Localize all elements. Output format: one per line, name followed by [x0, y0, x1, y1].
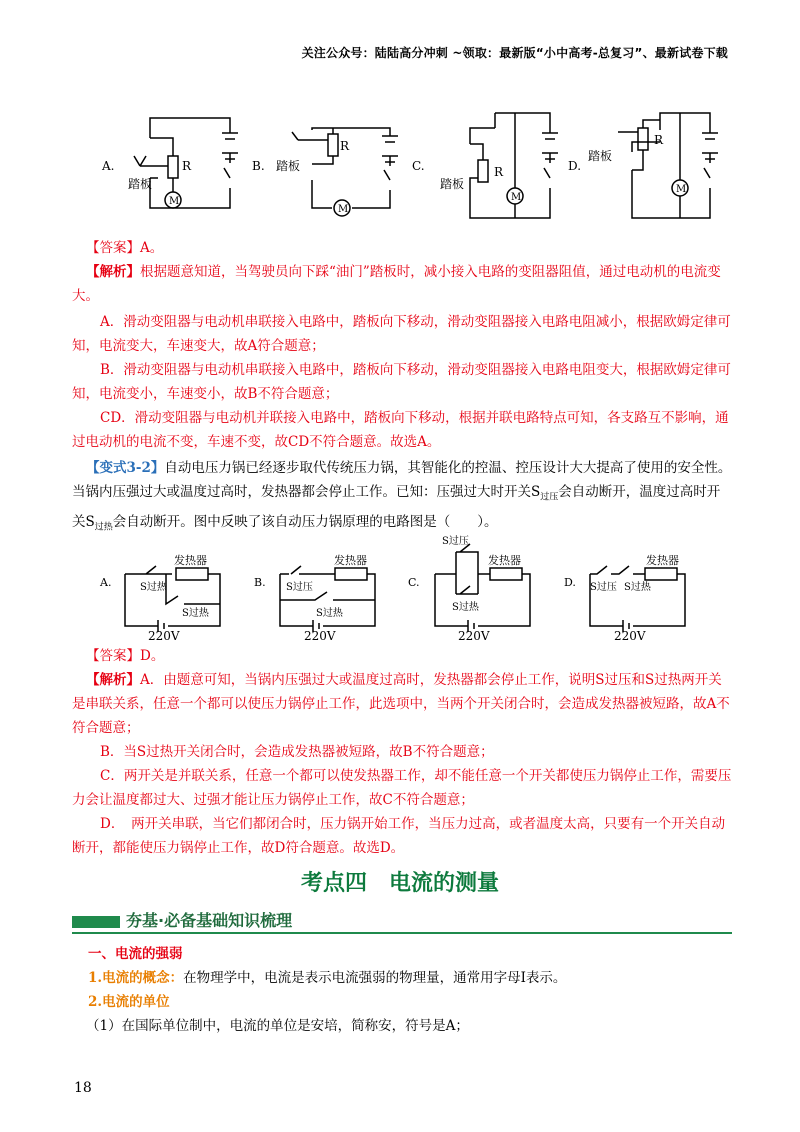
svg-text:踏板: 踏板	[276, 159, 301, 173]
svg-text:M: M	[169, 196, 180, 207]
svg-text:S过热: S过热	[452, 602, 479, 613]
svg-text:踏板: 踏板	[128, 177, 153, 191]
page-header: 关注公众号：陆陆高分冲刺 ~领取：最新版“小中高考-总复习”、最新试卷下载	[301, 46, 728, 60]
concept-paragraph: 1.电流的概念：在物理学中，电流是表示电流强弱的物理量，通常用字母I表示。	[88, 970, 567, 986]
svg-text:R: R	[494, 165, 504, 179]
svg-text:220V: 220V	[458, 629, 490, 642]
section-title: 考点四 电流的测量	[300, 871, 499, 896]
section-band	[72, 908, 732, 934]
svg-text:B.: B.	[252, 159, 265, 173]
svg-text:发热器: 发热器	[646, 554, 679, 567]
q1-analysis-cd: CD．滑动变阻器与电动机并联接入电路中，踏板向下移动，根据并联电路特点可知，各支路互不影响，通过电动机的电流不变，车速不变，故CD不符合题意。故选A。	[72, 410, 729, 450]
svg-text:踏板: 踏板	[588, 149, 613, 163]
svg-text:B.: B.	[254, 576, 266, 589]
svg-text:发热器: 发热器	[334, 554, 367, 567]
svg-text:S过热: S过热	[182, 608, 209, 619]
svg-text:220V: 220V	[614, 629, 646, 642]
svg-text:A.: A.	[102, 159, 115, 173]
svg-text:S过压: S过压	[590, 582, 617, 593]
unit-heading: 2.电流的单位	[88, 994, 170, 1010]
svg-text:S过热: S过热	[624, 582, 651, 593]
svg-text:S过压: S过压	[442, 536, 469, 547]
circuit-b	[280, 566, 375, 632]
q1-analysis-a: A．滑动变阻器与电动机串联接入电路中，踏板向下移动，滑动变阻器接入电路电阻减小，根据欧姆定律可知，电流变大，车速变大，故A符合题意；	[72, 314, 731, 354]
pedal-circuit-diagrams	[80, 108, 720, 226]
svg-text:R: R	[340, 139, 350, 153]
q1-analysis-b: B．滑动变阻器与电动机串联接入电路中，踏板向下移动，滑动变阻器接入电路电阻变大，根据欧姆定律可知，电流变小，车速变小，故B不符合题意；	[72, 362, 731, 402]
q2-analysis-a: 【解析】A．由题意可知，当锅内压强过大或温度过高时，发热器都会停止工作，说明S过压和S过热两开关是串联关系，任意一个都可以使压力锅停止工作，此选项中，当两个开关闭合时，会造成发热器被短路，故A不符合题意；	[72, 672, 730, 736]
svg-text:踏板: 踏板	[440, 177, 465, 191]
q2-answer: 【答案】D。	[86, 648, 165, 664]
svg-text:M: M	[511, 192, 522, 203]
circuit-d	[590, 566, 685, 632]
svg-text:220V: 220V	[148, 629, 180, 642]
svg-text:C.: C.	[412, 159, 425, 173]
q1-analysis: 【解析】根据题意知道，当驾驶员向下踩“油门”踏板时，减小接入电路的变阻器阻值，通过电动机的电流变大。	[72, 264, 721, 304]
unit-paragraph: （1）在国际单位制中，电流的单位是安培，简称安，符号是A；	[86, 1018, 469, 1034]
q1-answer: 【答案】A。	[86, 240, 164, 256]
svg-text:S过热: S过热	[316, 608, 343, 619]
band-rule	[72, 932, 732, 934]
q2-analysis-d: D． 两开关串联，当它们都闭合时，压力锅开始工作，当压力过高，或者温度太高，只要有一个开关自动断开，都能使压力锅停止工作，故D符合题意。故选D。	[72, 816, 726, 856]
svg-text:R: R	[182, 159, 192, 173]
q2-stem: 【变式3-2】自动电压力锅已经逐步取代传统压力锅，其智能化的控温、控压设计大大提高了使用的安全性。当锅内压强过大或温度过高时，发热器都会停止工作。已知：压强过大时开关$S_{过压}$会自动断开，温度过高时开关$S_{过热}$会自动断开。图中反映了该自动压力锅原理的电路图是（ ）。	[72, 460, 732, 533]
svg-text:S过热: S过热	[140, 582, 167, 593]
svg-text:A.: A.	[100, 576, 112, 589]
svg-text:S过压: S过压	[286, 582, 313, 593]
svg-text:220V: 220V	[304, 629, 336, 642]
svg-text:M: M	[338, 204, 349, 215]
q2-analysis-c: C．两开关是并联关系，任意一个都可以使发热器工作，却不能任意一个开关都使压力锅停止工作，需要压力会让温度都过大、过强才能让压力锅停止工作，故C不符合题意；	[72, 768, 732, 808]
subsection-heading: 一、电流的强弱	[88, 946, 183, 962]
page-number: 18	[74, 1080, 92, 1096]
pressure-cooker-circuits	[90, 530, 710, 642]
svg-text:M: M	[676, 184, 687, 195]
circuit-option-d	[618, 113, 718, 218]
band-title: 夯基·必备基础知识梳理	[126, 911, 293, 930]
svg-text:R: R	[654, 133, 664, 147]
svg-text:发热器: 发热器	[174, 554, 207, 567]
band-bar-icon	[72, 916, 120, 928]
svg-text:D.: D.	[564, 576, 576, 589]
q2-analysis-b: B．当S过热开关闭合时，会造成发热器被短路，故B不符合题意；	[100, 744, 494, 760]
circuit-a	[125, 566, 220, 632]
svg-text:发热器: 发热器	[488, 554, 521, 567]
svg-text:D.: D.	[568, 159, 582, 173]
svg-text:C.: C.	[408, 576, 420, 589]
